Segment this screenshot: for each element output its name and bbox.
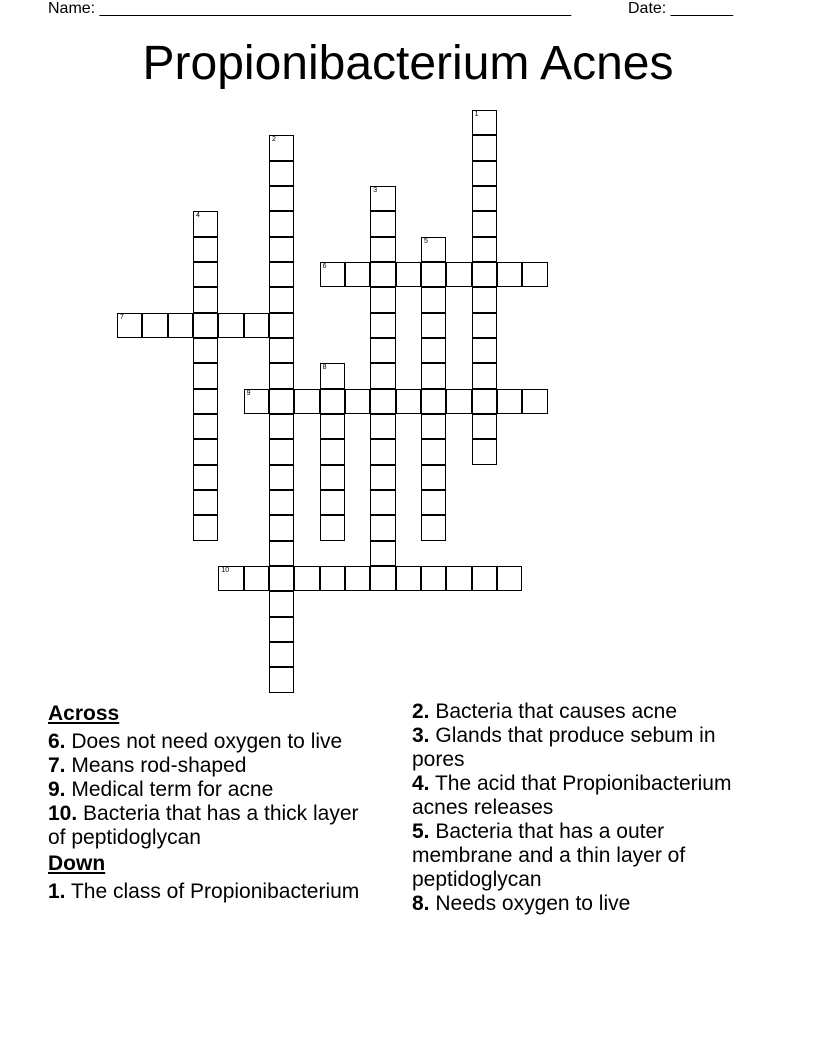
crossword-cell[interactable] bbox=[421, 389, 446, 414]
clue-number-label: 10 bbox=[221, 566, 230, 574]
crossword-cell[interactable] bbox=[218, 566, 243, 591]
crossword-cell[interactable] bbox=[294, 566, 319, 591]
crossword-cell[interactable] bbox=[370, 262, 395, 287]
clue-number: 2. bbox=[412, 700, 430, 723]
page-title: Propionibacterium Acnes bbox=[142, 37, 674, 90]
crossword-cell[interactable] bbox=[269, 313, 294, 338]
crossword-cell[interactable] bbox=[421, 287, 446, 312]
crossword-cell[interactable] bbox=[320, 414, 345, 439]
crossword-cell[interactable] bbox=[193, 287, 218, 312]
crossword-cell[interactable] bbox=[269, 389, 294, 414]
crossword-cell[interactable] bbox=[497, 262, 522, 287]
clue-number: 10. bbox=[48, 802, 78, 825]
clue-text: Bacteria that causes acne bbox=[435, 700, 678, 723]
crossword-cell[interactable] bbox=[421, 313, 446, 338]
crossword-cell[interactable] bbox=[168, 313, 193, 338]
clue-down-2 bbox=[412, 700, 752, 724]
crossword-cell[interactable] bbox=[193, 515, 218, 540]
crossword-cell[interactable] bbox=[193, 338, 218, 363]
name-label: Name: _____________________________________________________ bbox=[48, 0, 572, 17]
crossword-cell[interactable] bbox=[193, 237, 218, 262]
clue-text: Needs oxygen to live bbox=[435, 892, 631, 915]
crossword-cell[interactable] bbox=[421, 414, 446, 439]
crossword-cell[interactable] bbox=[370, 389, 395, 414]
clues-right-column bbox=[412, 700, 752, 916]
crossword-cell[interactable] bbox=[193, 211, 218, 236]
crossword-cell[interactable] bbox=[269, 642, 294, 667]
crossword-cell[interactable] bbox=[472, 389, 497, 414]
clue-number-label: 7 bbox=[120, 313, 124, 321]
clue-number: 3. bbox=[412, 724, 430, 747]
crossword-cell[interactable] bbox=[345, 262, 370, 287]
crossword-cell[interactable] bbox=[421, 490, 446, 515]
crossword-cell[interactable] bbox=[269, 363, 294, 388]
clue-down-1 bbox=[48, 880, 368, 904]
crossword-cell[interactable] bbox=[218, 313, 243, 338]
crossword-cell[interactable] bbox=[269, 591, 294, 616]
clue-number-label: 5 bbox=[423, 237, 428, 245]
crossword-cell[interactable] bbox=[269, 237, 294, 262]
crossword-cell[interactable] bbox=[320, 465, 345, 490]
clue-number-label: 6 bbox=[322, 262, 327, 270]
crossword-cell[interactable] bbox=[421, 515, 446, 540]
crossword-cell[interactable] bbox=[421, 439, 446, 464]
crossword-cell[interactable] bbox=[370, 211, 395, 236]
crossword-cell[interactable] bbox=[193, 389, 218, 414]
crossword-cell[interactable] bbox=[320, 363, 345, 388]
clue-across-9 bbox=[48, 778, 368, 802]
crossword-cell[interactable] bbox=[396, 262, 421, 287]
crossword-cell[interactable] bbox=[497, 389, 522, 414]
crossword-cell[interactable] bbox=[421, 566, 446, 591]
crossword-cell[interactable] bbox=[421, 363, 446, 388]
crossword-cell[interactable] bbox=[269, 135, 294, 160]
crossword-cell[interactable] bbox=[472, 287, 497, 312]
crossword-cell[interactable] bbox=[370, 287, 395, 312]
crossword-cell[interactable] bbox=[320, 490, 345, 515]
crossword-cell[interactable] bbox=[269, 338, 294, 363]
crossword-cell[interactable] bbox=[193, 439, 218, 464]
crossword-cell[interactable] bbox=[522, 262, 547, 287]
crossword-cell[interactable] bbox=[421, 237, 446, 262]
clue-text: Glands that produce sebum in pores bbox=[412, 724, 716, 771]
crossword-cell[interactable] bbox=[244, 566, 269, 591]
clue-number: 6. bbox=[48, 730, 66, 753]
crossword-cell[interactable] bbox=[345, 566, 370, 591]
clue-text: Bacteria that has a outer membrane and a thin layer of peptidoglycan bbox=[412, 820, 686, 891]
clue-text: Bacteria that has a thick layer of peptidoglycan bbox=[48, 802, 359, 849]
clue-number: 7. bbox=[48, 754, 66, 777]
crossword-cell[interactable] bbox=[269, 161, 294, 186]
down-heading: Down bbox=[48, 852, 106, 875]
clue-text: The class of Propionibacterium bbox=[70, 880, 360, 903]
date-label: Date: _______ bbox=[628, 0, 733, 17]
crossword-cell[interactable] bbox=[421, 262, 446, 287]
crossword-cell[interactable] bbox=[269, 515, 294, 540]
crossword-cell[interactable] bbox=[193, 414, 218, 439]
crossword-cell[interactable] bbox=[446, 262, 471, 287]
clue-number: 8. bbox=[412, 892, 430, 915]
clue-number-label: 3 bbox=[373, 186, 378, 194]
crossword-cell[interactable] bbox=[320, 566, 345, 591]
across-heading: Across bbox=[48, 702, 120, 725]
clue-across-7 bbox=[48, 754, 368, 778]
crossword-cell[interactable] bbox=[421, 338, 446, 363]
crossword-cell[interactable] bbox=[193, 363, 218, 388]
clue-down-3 bbox=[412, 724, 752, 772]
crossword-cell[interactable] bbox=[320, 439, 345, 464]
crossword-cell[interactable] bbox=[142, 313, 167, 338]
crossword-cell[interactable] bbox=[472, 110, 497, 135]
crossword-cell[interactable] bbox=[472, 186, 497, 211]
crossword-cell[interactable] bbox=[370, 490, 395, 515]
crossword-cell[interactable] bbox=[193, 465, 218, 490]
crossword-cell[interactable] bbox=[193, 262, 218, 287]
crossword-cell[interactable] bbox=[269, 490, 294, 515]
crossword-cell[interactable] bbox=[269, 211, 294, 236]
crossword-cell[interactable] bbox=[472, 262, 497, 287]
crossword-cell[interactable] bbox=[472, 211, 497, 236]
clue-down-5 bbox=[412, 820, 752, 892]
crossword-cell[interactable] bbox=[472, 237, 497, 262]
crossword-cell[interactable] bbox=[472, 439, 497, 464]
clue-number: 1. bbox=[48, 880, 66, 903]
crossword-cell[interactable] bbox=[320, 389, 345, 414]
clue-text: Does not need oxygen to live bbox=[71, 730, 343, 753]
crossword-cell[interactable] bbox=[269, 414, 294, 439]
crossword-cell[interactable] bbox=[370, 414, 395, 439]
clue-across-6 bbox=[48, 730, 368, 754]
crossword-cell[interactable] bbox=[269, 262, 294, 287]
crossword-cell[interactable] bbox=[472, 135, 497, 160]
crossword-cell[interactable] bbox=[472, 313, 497, 338]
clue-text: Medical term for acne bbox=[71, 778, 274, 801]
clue-number-label: 9 bbox=[246, 389, 251, 397]
clue-number-label: 1 bbox=[474, 111, 479, 118]
crossword-cell[interactable] bbox=[370, 439, 395, 464]
clue-number-label: 2 bbox=[271, 136, 276, 144]
crossword-cell[interactable] bbox=[370, 515, 395, 540]
crossword-cell[interactable] bbox=[396, 389, 421, 414]
crossword-cell[interactable] bbox=[472, 363, 497, 388]
clue-text: The acid that Propionibacterium acnes releases bbox=[412, 772, 732, 819]
crossword-cell[interactable] bbox=[472, 161, 497, 186]
crossword-cell[interactable] bbox=[269, 541, 294, 566]
clue-number-label: 8 bbox=[322, 364, 327, 372]
crossword-cell[interactable] bbox=[269, 186, 294, 211]
crossword-cell[interactable] bbox=[345, 389, 370, 414]
crossword-cell[interactable] bbox=[370, 338, 395, 363]
clue-down-4 bbox=[412, 772, 752, 820]
crossword-cell[interactable] bbox=[446, 389, 471, 414]
clue-number: 9. bbox=[48, 778, 66, 801]
crossword-cell[interactable] bbox=[446, 566, 471, 591]
crossword-cell[interactable] bbox=[370, 186, 395, 211]
crossword-cell[interactable] bbox=[472, 566, 497, 591]
crossword-cell[interactable] bbox=[396, 566, 421, 591]
crossword-cell[interactable] bbox=[370, 363, 395, 388]
across-clue-list bbox=[48, 730, 368, 850]
crossword-cell[interactable] bbox=[269, 439, 294, 464]
crossword-cell[interactable] bbox=[370, 465, 395, 490]
crossword-cell[interactable] bbox=[472, 338, 497, 363]
crossword-cell[interactable] bbox=[269, 566, 294, 591]
crossword-cell[interactable] bbox=[269, 667, 294, 692]
crossword-cell[interactable] bbox=[193, 313, 218, 338]
crossword-cell[interactable] bbox=[497, 566, 522, 591]
crossword-cell[interactable] bbox=[522, 389, 547, 414]
crossword-cell[interactable] bbox=[472, 414, 497, 439]
clue-number-label: 4 bbox=[195, 212, 200, 220]
crossword-cell[interactable] bbox=[269, 617, 294, 642]
crossword-cell[interactable] bbox=[193, 490, 218, 515]
crossword-cell[interactable] bbox=[370, 541, 395, 566]
crossword-cell[interactable] bbox=[370, 237, 395, 262]
clue-across-10 bbox=[48, 802, 368, 850]
crossword-cell[interactable] bbox=[320, 262, 345, 287]
clue-down-8 bbox=[412, 892, 752, 916]
crossword-cell[interactable] bbox=[269, 287, 294, 312]
crossword-cell[interactable] bbox=[421, 465, 446, 490]
crossword-cell[interactable] bbox=[320, 515, 345, 540]
clue-text: Means rod-shaped bbox=[71, 754, 247, 777]
crossword-cell[interactable] bbox=[370, 566, 395, 591]
crossword-cell[interactable] bbox=[269, 465, 294, 490]
crossword-cell[interactable] bbox=[294, 389, 319, 414]
crossword-cell[interactable] bbox=[244, 389, 269, 414]
clue-number: 5. bbox=[412, 820, 430, 843]
clue-number: 4. bbox=[412, 772, 430, 795]
crossword-cell[interactable] bbox=[117, 313, 142, 338]
clues-left-column bbox=[48, 700, 368, 904]
crossword-cell[interactable] bbox=[244, 313, 269, 338]
crossword-cell[interactable] bbox=[370, 313, 395, 338]
